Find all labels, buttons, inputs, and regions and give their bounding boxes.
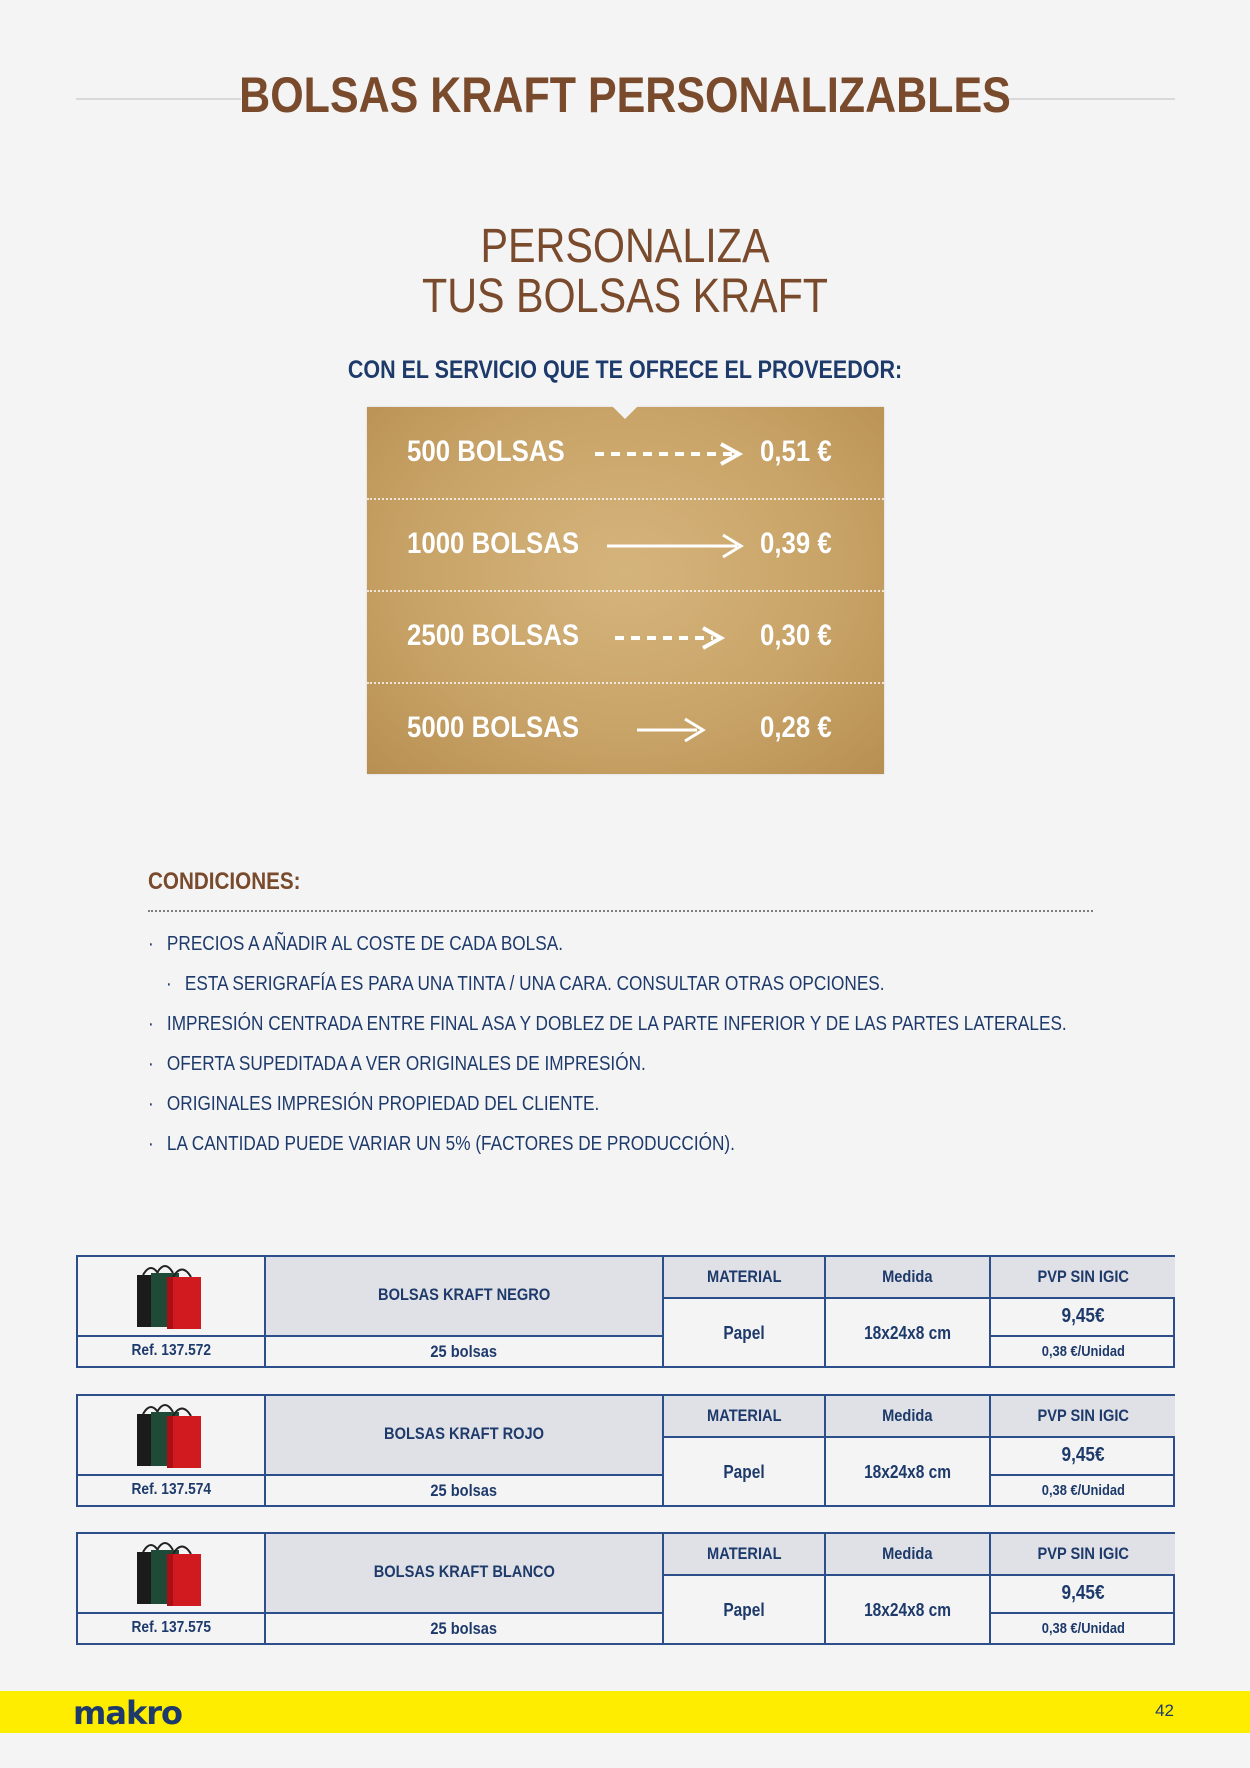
size-header-cell (826, 1257, 989, 1297)
product-pack: 25 bolsas (430, 1481, 498, 1500)
product-name-cell (266, 1257, 662, 1335)
tier-price: 0,39 € (760, 527, 832, 560)
service-heading: CON EL SERVICIO QUE TE OFRECE EL PROVEEDOR: (347, 356, 903, 384)
price-value-cell (991, 1299, 1175, 1335)
condition-item: · ORIGINALES IMPRESIÓN PROPIEDAD DEL CLIENTE. (148, 1093, 600, 1115)
size-value: 18x24x8 cm (864, 1462, 951, 1482)
arrow-icon (605, 529, 765, 563)
product-table (76, 1255, 1175, 1368)
size-header-cell (826, 1534, 989, 1574)
product-pack-cell (266, 1335, 662, 1368)
price-header: PVP SIN IGIC (1037, 1267, 1129, 1286)
product-ref: Ref. 137.572 (131, 1342, 211, 1359)
condition-item: · OFERTA SUPEDITADA A VER ORIGINALES DE IMPRESIÓN. (148, 1053, 646, 1075)
size-value-cell (826, 1438, 989, 1507)
product-ref-cell (78, 1612, 264, 1645)
product-image-cell (78, 1396, 264, 1474)
price-header: PVP SIN IGIC (1037, 1406, 1129, 1425)
product-table (76, 1394, 1175, 1507)
arrow-icon (635, 713, 735, 747)
price-value: 9,45€ (1061, 1305, 1105, 1327)
size-value-cell (826, 1576, 989, 1645)
material-header: MATERIAL (706, 1267, 782, 1286)
material-value: Papel (723, 1462, 765, 1482)
price-tier-row (367, 591, 884, 683)
product-table (76, 1532, 1175, 1645)
material-header-cell (664, 1534, 824, 1574)
tier-quantity: 5000 BOLSAS (407, 711, 580, 744)
product-ref-cell (78, 1474, 264, 1507)
material-header: MATERIAL (706, 1544, 782, 1563)
product-name: BOLSAS KRAFT ROJO (383, 1424, 545, 1443)
price-value-cell (991, 1438, 1175, 1474)
product-ref: Ref. 137.574 (131, 1481, 211, 1498)
kraft-bags-image (133, 1400, 213, 1472)
tier-price: 0,51 € (760, 435, 832, 468)
tier-price: 0,30 € (760, 619, 832, 652)
condition-item: · IMPRESIÓN CENTRADA ENTRE FINAL ASA Y DOBLEZ DE LA PARTE INFERIOR Y DE LAS PARTES LATERALES. (148, 1013, 1067, 1035)
product-image-cell (78, 1257, 264, 1335)
price-header: PVP SIN IGIC (1037, 1544, 1129, 1563)
dashed-arrow-icon (593, 437, 753, 471)
product-pack-cell (266, 1474, 662, 1507)
size-header: Medida (882, 1406, 933, 1425)
page-title: BOLSAS KRAFT PERSONALIZABLES (239, 67, 1011, 123)
material-value: Papel (723, 1600, 765, 1620)
tier-quantity: 1000 BOLSAS (407, 527, 580, 560)
page-number: 42 (1155, 1701, 1174, 1720)
price-header-cell (991, 1257, 1175, 1297)
conditions-title: CONDICIONES: (148, 868, 301, 895)
material-value: Papel (723, 1323, 765, 1343)
condition-item: · PRECIOS A AÑADIR AL COSTE DE CADA BOLSA. (148, 933, 563, 955)
panel-notch (611, 405, 639, 419)
material-value-cell (664, 1299, 824, 1368)
kraft-bags-image (133, 1261, 213, 1333)
condition-item: · ESTA SERIGRAFÍA ES PARA UNA TINTA / UNA CARA. CONSULTAR OTRAS OPCIONES. (166, 973, 885, 995)
material-header-cell (664, 1396, 824, 1436)
product-name-cell (266, 1534, 662, 1612)
material-header: MATERIAL (706, 1406, 782, 1425)
dashed-arrow-icon (613, 621, 733, 655)
unit-price-cell (991, 1337, 1175, 1368)
price-value-cell (991, 1576, 1175, 1612)
unit-price-cell (991, 1476, 1175, 1507)
material-header-cell (664, 1257, 824, 1297)
product-name-cell (266, 1396, 662, 1474)
makro-logo: makro (73, 1694, 182, 1732)
price-header-cell (991, 1534, 1175, 1574)
price-tier-row (367, 407, 884, 499)
product-ref: Ref. 137.575 (131, 1619, 211, 1636)
product-pack: 25 bolsas (430, 1619, 498, 1638)
product-pack: 25 bolsas (430, 1342, 498, 1361)
price-tier-row (367, 683, 884, 775)
size-value-cell (826, 1299, 989, 1368)
material-value-cell (664, 1438, 824, 1507)
product-name: BOLSAS KRAFT NEGRO (377, 1285, 551, 1304)
unit-price: 0,38 €/Unidad (1041, 1620, 1125, 1637)
promo-line-1: PERSONALIZA (480, 220, 770, 273)
price-tier-row (367, 499, 884, 591)
footer-bar (0, 1691, 1250, 1733)
price-header-cell (991, 1396, 1175, 1436)
tier-price: 0,28 € (760, 711, 832, 744)
product-ref-cell (78, 1335, 264, 1368)
product-pack-cell (266, 1612, 662, 1645)
unit-price-cell (991, 1614, 1175, 1645)
conditions-rule (148, 910, 1093, 912)
size-value: 18x24x8 cm (864, 1600, 951, 1620)
price-value: 9,45€ (1061, 1444, 1105, 1466)
product-image-cell (78, 1534, 264, 1612)
price-value: 9,45€ (1061, 1582, 1105, 1604)
size-header: Medida (882, 1267, 933, 1286)
material-value-cell (664, 1576, 824, 1645)
promo-line-2: TUS BOLSAS KRAFT (421, 270, 829, 323)
unit-price: 0,38 €/Unidad (1041, 1482, 1125, 1499)
kraft-bags-image (133, 1538, 213, 1610)
price-tier-panel (367, 407, 884, 774)
tier-quantity: 2500 BOLSAS (407, 619, 580, 652)
condition-item: · LA CANTIDAD PUEDE VARIAR UN 5% (FACTORES DE PRODUCCIÓN). (148, 1133, 735, 1155)
size-header-cell (826, 1396, 989, 1436)
size-value: 18x24x8 cm (864, 1323, 951, 1343)
tier-quantity: 500 BOLSAS (407, 435, 565, 468)
unit-price: 0,38 €/Unidad (1041, 1343, 1125, 1360)
size-header: Medida (882, 1544, 933, 1563)
product-name: BOLSAS KRAFT BLANCO (373, 1562, 555, 1581)
